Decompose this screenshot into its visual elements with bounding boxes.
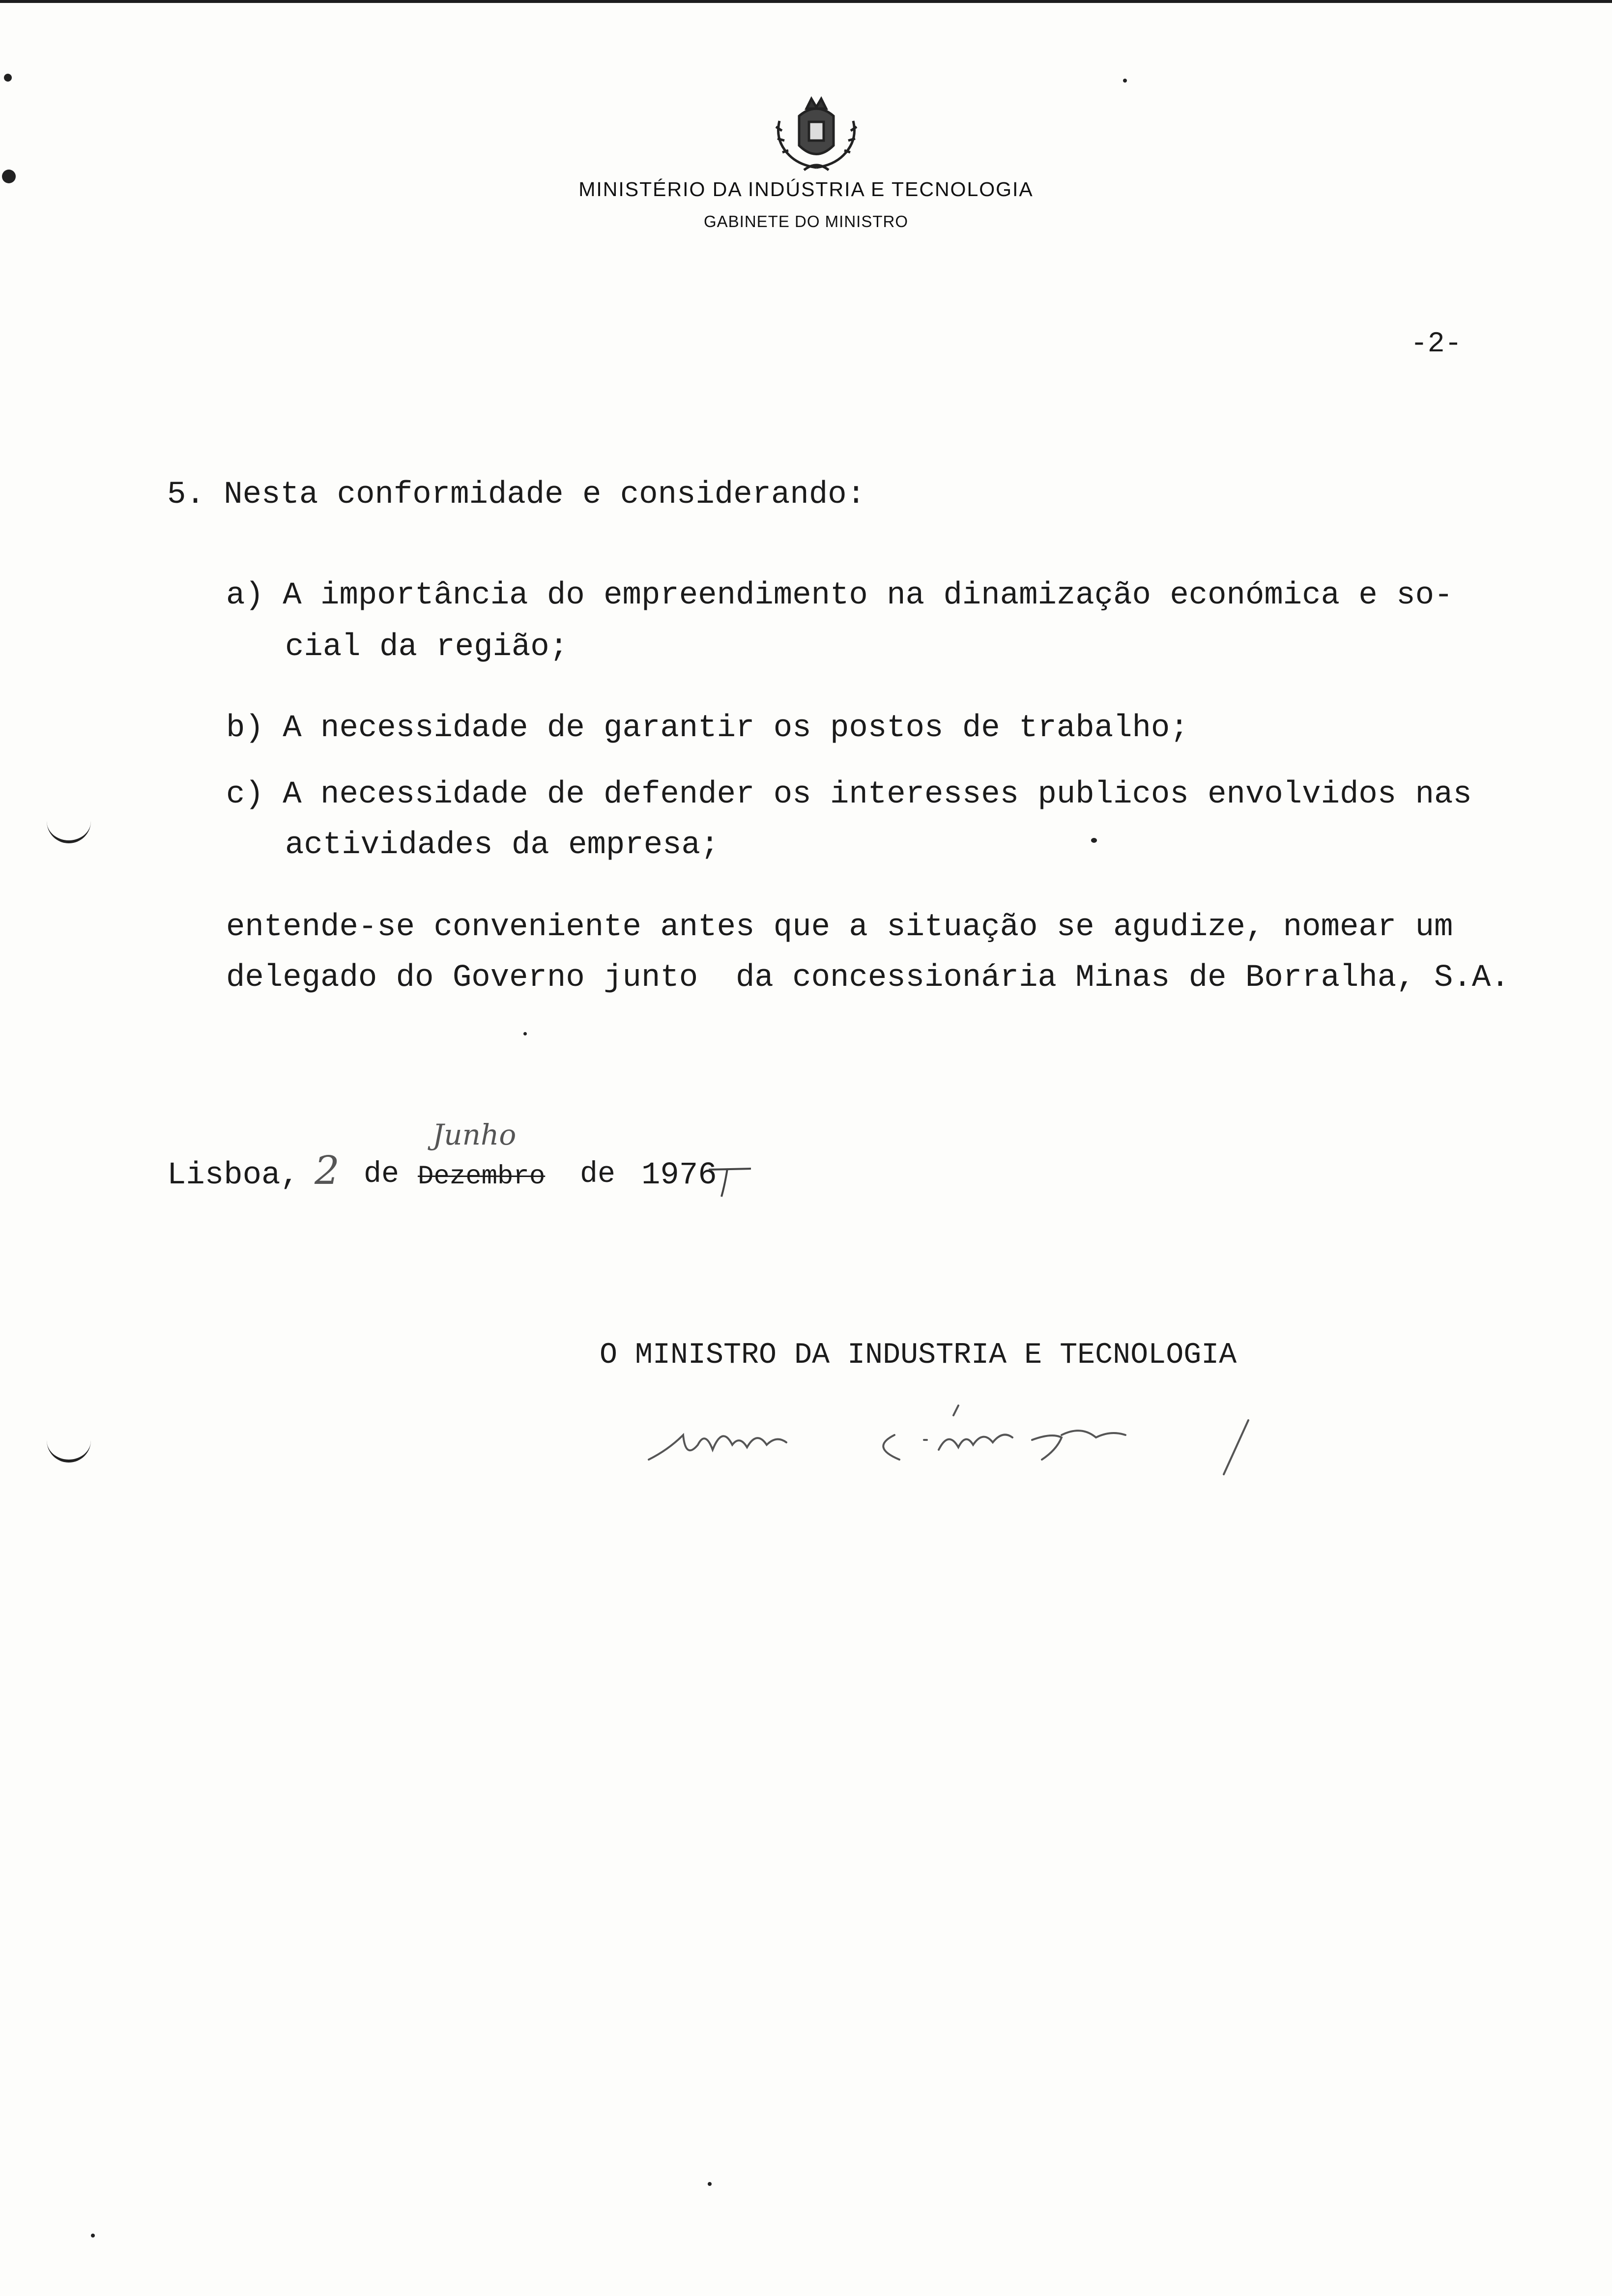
dateline-de-1: de: [364, 1158, 400, 1191]
margin-curve-mark: [47, 1435, 91, 1463]
speck: [523, 1032, 527, 1035]
speck: [1091, 838, 1097, 843]
punch-hole-mark: [4, 74, 12, 82]
top-edge-line: [0, 0, 1612, 3]
dateline-year: 1976: [641, 1158, 717, 1193]
speck: [708, 2182, 712, 2186]
item-a-line-1: a) A importância do empreendimento na dinamização económica e so-: [226, 578, 1453, 613]
item-c-line-2: actividades da empresa;: [285, 828, 720, 863]
item-a-line-2: cial da região;: [285, 630, 569, 665]
handwritten-signature: [639, 1396, 1273, 1494]
coat-of-arms-icon: [770, 91, 863, 175]
dateline-month-typed: Dezembro: [418, 1162, 546, 1192]
year-strike-mark: [708, 1160, 752, 1199]
dateline-city: Lisboa,: [167, 1158, 299, 1193]
ministry-heading: MINISTÉRIO DA INDÚSTRIA E TECNOLOGIA: [578, 178, 1034, 201]
page-number: -2-: [1410, 328, 1462, 360]
item-b: b) A necessidade de garantir os postos de trabalho;: [226, 711, 1189, 746]
dateline-day-handwritten: 2: [315, 1148, 340, 1193]
dateline-month-handwritten: Junho: [432, 1118, 517, 1151]
office-subheading: GABINETE DO MINISTRO: [703, 212, 909, 230]
dateline-de-2: de: [580, 1158, 616, 1191]
paragraph-intro: 5. Nesta conformidade e considerando:: [167, 477, 866, 513]
speck: [91, 2234, 95, 2238]
margin-curve-mark: [47, 816, 91, 843]
item-c-line-1: c) A necessidade de defender os interesses publicos envolvidos nas: [226, 777, 1472, 812]
signatory-title: O MINISTRO DA INDUSTRIA E TECNOLOGIA: [600, 1339, 1237, 1372]
conclusion-line-1: entende-se conveniente antes que a situação se agudize, nomear um: [226, 910, 1453, 945]
conclusion-line-2: delegado do Governo junto da concessionária Minas de Borralha, S.A.: [226, 960, 1510, 996]
speck: [1123, 79, 1127, 83]
